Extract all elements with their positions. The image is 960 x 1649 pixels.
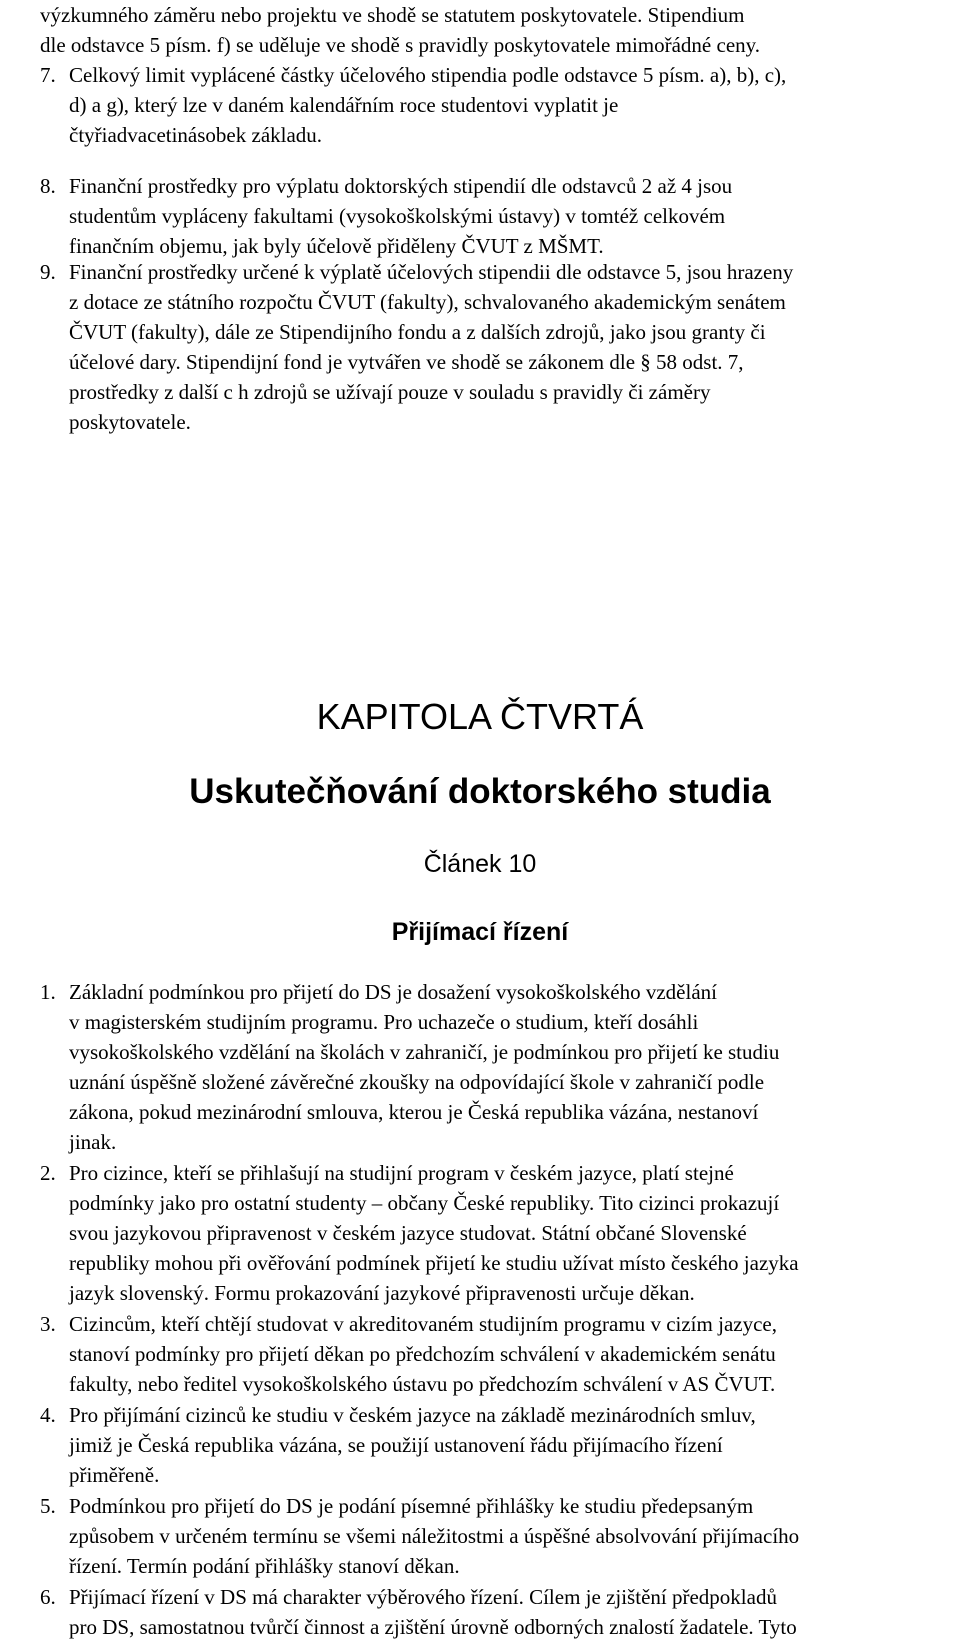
text-line: stanoví podmínky pro přijetí děkan po předchozím schválení v akademickém senátu <box>69 1342 776 1366</box>
item-number: 4. <box>40 1403 56 1427</box>
text-line: Cizincům, kteří chtějí studovat v akreditovaném studijním programu v cizím jazyce, <box>69 1312 777 1336</box>
article-title: Přijímací řízení <box>391 918 569 946</box>
item-number: 5. <box>40 1494 56 1518</box>
text-line: Finanční prostředky pro výplatu doktorských stipendií dle odstavců 2 až 4 jsou <box>69 174 733 198</box>
intro-line: výzkumného záměru nebo projektu ve shodě se statutem poskytovatele. Stipendium <box>40 3 745 27</box>
article-item-3 <box>40 1309 777 1399</box>
text-line: jimiž je Česká republika vázána, se použijí ustanovení řádu přijímacího řízení <box>69 1433 723 1457</box>
text-line: jinak. <box>69 1130 117 1154</box>
item-number: 9. <box>40 260 56 284</box>
text-line: Finanční prostředky určené k výplatě účelových stipendii dle odstavce 5, jsou hrazeny <box>69 260 794 284</box>
text-line: Základní podmínkou pro přijetí do DS je dosažení vysokoškolského vzdělání <box>69 980 717 1004</box>
article-item-2 <box>40 1158 799 1308</box>
paragraph-8 <box>40 171 732 261</box>
text-line: Celkový limit vyplácené částky účelového stipendia podle odstavce 5 písm. a), b), c), <box>69 63 787 87</box>
text-line: řízení. Termín podání přihlášky stanoví děkan. <box>69 1554 460 1578</box>
text-line: prostředky z další c h zdrojů se užívají pouze v souladu s pravidly či záměry <box>69 380 711 404</box>
text-line: způsobem v určeném termínu se všemi náležitostmi a úspěšné absolvování přijímacího <box>69 1524 800 1548</box>
text-line: pro DS, samostatnou tvůrčí činnost a zjištění úrovně odborných znalostí žadatele. Tyto <box>69 1615 797 1639</box>
text-line: republiky mohou při ověřování podmínek přijetí ke studiu užívat místo českého jazyka <box>69 1251 799 1275</box>
text-line: vysokoškolského vzdělání na školách v zahraničí, je podmínkou pro přijetí ke studiu <box>69 1040 780 1064</box>
text-line: z dotace ze státního rozpočtu ČVUT (fakulty), schvalovaného akademickým senátem <box>69 290 786 314</box>
text-line: zákona, pokud mezinárodní smlouva, kterou je Česká republika vázána, nestanoví <box>69 1100 759 1124</box>
item-number: 3. <box>40 1312 56 1336</box>
article-item-5 <box>40 1491 799 1581</box>
text-line: čtyřiadvacetinásobek základu. <box>69 123 323 147</box>
text-line: svou jazykovou připravenost v českém jazyce studovat. Státní občané Slovenské <box>69 1221 747 1245</box>
article-number: Článek 10 <box>423 850 537 878</box>
text-line: přiměřeně. <box>69 1463 160 1487</box>
chapter-label: KAPITOLA ČTVRTÁ <box>316 696 644 737</box>
chapter-title: Uskutečňování doktorského studia <box>189 772 771 811</box>
text-line: studentům vypláceny fakultami (vysokoškolskými ústavy) v tomtéž celkovém <box>69 204 726 228</box>
text-line: Pro přijímání cizinců ke studiu v českém jazyce na základě mezinárodních smluv, <box>69 1403 756 1427</box>
text-line: finančním objemu, jak byly účelově přiděleny ČVUT z MŠMT. <box>69 234 604 258</box>
text-line: ČVUT (fakulty), dále ze Stipendijního fondu a z dalších zdrojů, jako jsou granty či <box>69 320 766 344</box>
text-line: Podmínkou pro přijetí do DS je podání písemné přihlášky ke studiu předepsaným <box>69 1494 754 1518</box>
text-line: Pro cizince, kteří se přihlašují na studijní program v českém jazyce, platí stejné <box>69 1161 734 1185</box>
text-line: účelové dary. Stipendijní fond je vytvářen ve shodě se zákonem dle § 58 odst. 7, <box>69 350 744 374</box>
item-number: 1. <box>40 980 56 1004</box>
item-number: 8. <box>40 174 56 198</box>
text-line: d) a g), který lze v daném kalendářním roce studentovi vyplatit je <box>69 93 619 117</box>
article-item-6 <box>40 1582 797 1642</box>
article-item-1 <box>40 977 779 1157</box>
text-line: uznání úspěšně složené závěrečné zkoušky na odpovídající škole v zahraničí podle <box>69 1070 765 1094</box>
intro-line: dle odstavce 5 písm. f) se uděluje ve shodě s pravidly poskytovatele mimořádné ceny. <box>40 33 761 57</box>
text-line: poskytovatele. <box>69 410 191 434</box>
item-number: 7. <box>40 63 56 87</box>
paragraph-9 <box>40 257 793 437</box>
text-line: fakulty, nebo ředitel vysokoškolského ústavu po předchozím schválení v AS ČVUT. <box>69 1372 776 1396</box>
item-number: 6. <box>40 1585 56 1609</box>
article-item-4 <box>40 1400 756 1490</box>
intro-paragraph <box>40 0 760 60</box>
text-line: podmínky jako pro ostatní studenty – občany České republiky. Tito cizinci prokazují <box>69 1191 780 1215</box>
text-line: Přijímací řízení v DS má charakter výběrového řízení. Cílem je zjištění předpokladů <box>69 1585 777 1609</box>
item-number: 2. <box>40 1161 56 1185</box>
paragraph-7 <box>40 60 786 150</box>
text-line: v magisterském studijním programu. Pro uchazeče o studium, kteří dosáhli <box>69 1010 699 1034</box>
text-line: jazyk slovenský. Formu prokazování jazykové připravenosti určuje děkan. <box>69 1281 695 1305</box>
